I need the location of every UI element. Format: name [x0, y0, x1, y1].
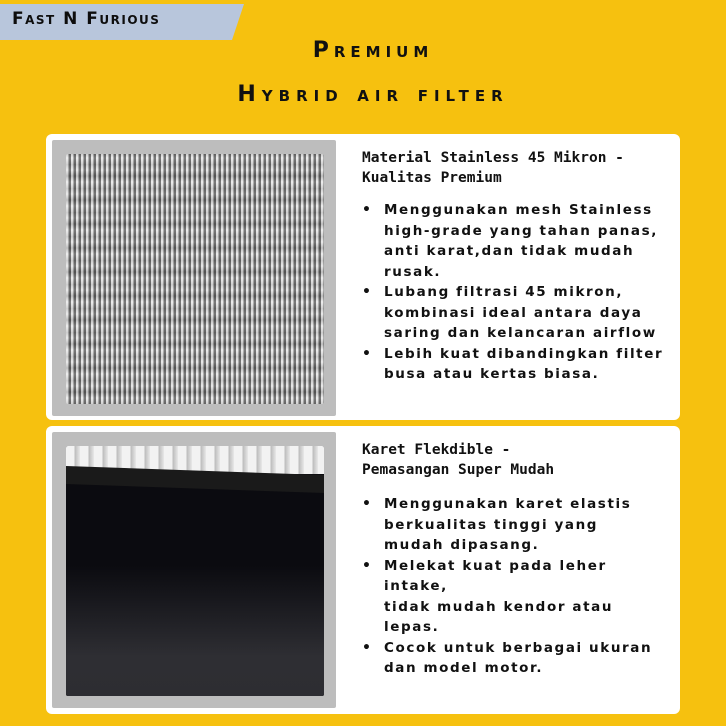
bullet-dot-icon: •	[362, 557, 373, 574]
rubber-flange-photo	[66, 446, 324, 696]
bullet-line: dan model motor.	[384, 660, 544, 676]
bullet-line: Menggunakan karet elastis	[384, 496, 632, 512]
bullet-line: high-grade yang tahan panas,	[384, 222, 659, 239]
bullet-item	[362, 556, 672, 638]
feature-heading	[362, 440, 672, 480]
feature-card-stainless	[46, 134, 680, 420]
brand-name: Fast N Furious	[12, 9, 161, 29]
bullet-dot-icon: •	[362, 202, 373, 218]
title-line-2: Hybrid air filter	[237, 82, 509, 107]
rubber-surface	[66, 566, 324, 696]
bullet-line: Menggunakan mesh Stainless	[384, 202, 653, 218]
bullet-line: busa atau kertas biasa.	[384, 366, 600, 382]
bullet-line: Melekat kuat pada leher intake,	[384, 557, 607, 594]
brand-tag	[0, 0, 244, 40]
bullet-item	[362, 638, 672, 679]
bullet-line: saring dan kelancaran airflow	[384, 325, 657, 341]
heading-line-1: Material Stainless 45 Mikron -	[362, 150, 624, 166]
photo-frame	[52, 140, 336, 416]
bullet-line: Lubang filtrasi 45 mikron,	[384, 284, 624, 300]
bullet-line: anti karat,dan tidak mudah rusak.	[384, 243, 635, 280]
bullet-line: berkualitas tinggi yang	[384, 516, 599, 533]
bullet-line: Cocok untuk berbagai ukuran	[384, 639, 653, 656]
title-line-1: Premium	[312, 38, 434, 63]
bullet-line: mudah dipasang.	[384, 537, 540, 553]
bullet-item	[362, 344, 672, 385]
heading-line-2: Pemasangan Super Mudah	[362, 462, 555, 478]
feature-text	[362, 426, 672, 679]
bullet-line: kombinasi ideal antara daya	[384, 304, 643, 321]
feature-heading	[362, 148, 672, 188]
bullet-dot-icon: •	[362, 284, 373, 300]
feature-text	[362, 134, 672, 385]
feature-card-rubber	[46, 426, 680, 714]
feature-bullets	[362, 200, 672, 385]
heading-line-2: Kualitas Premium	[362, 170, 502, 186]
heading-line-1: Karet Flekdible -	[362, 442, 511, 458]
bullet-item	[362, 494, 672, 556]
bullet-line: tidak mudah kendor atau lepas.	[384, 598, 614, 635]
bullet-item	[362, 200, 672, 282]
feature-bullets	[362, 494, 672, 679]
bullet-dot-icon: •	[362, 496, 373, 512]
bullet-line: Lebih kuat dibandingkan filter	[384, 345, 664, 362]
stainless-mesh-photo	[66, 154, 324, 404]
bullet-dot-icon: •	[362, 345, 373, 362]
bullet-item	[362, 282, 672, 344]
bullet-dot-icon: •	[362, 639, 373, 656]
photo-frame	[52, 432, 336, 708]
